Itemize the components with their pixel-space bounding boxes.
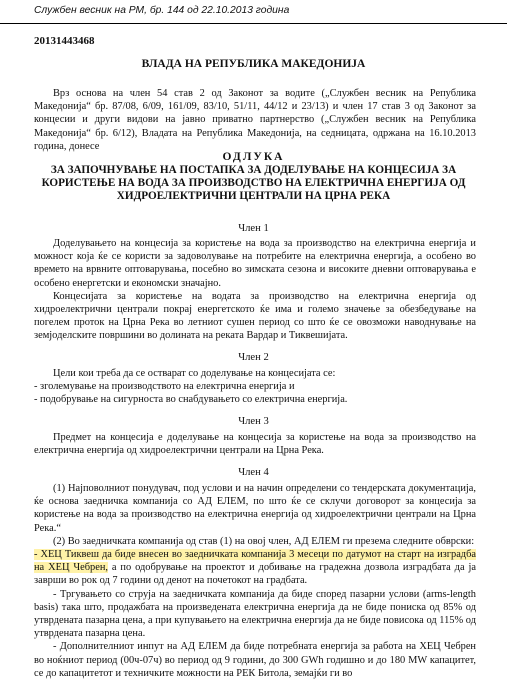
article-2-item-2: - подобрување на сигурноста во снабдувањето со електрична енергија. [34, 394, 348, 406]
article-4-body [34, 482, 476, 680]
article-2-heading: Член 2 [238, 352, 269, 363]
article-3-body [34, 431, 476, 457]
article-4-bullet-3: - Дополнителниот инпут на АД ЕЛЕМ да биде потребната енергија за работа на ХЕЦ Чебрен во ноќниот период (00ч-07ч) во период од 9 години, до 300 GWh годишно и до 180 MW капацитет, се до капацитетот и техничките можности на РЕК Битола, земајќи ги во [34, 641, 476, 679]
preamble-text: Врз основа на член 54 став 2 од Законот за водите („Службен весник на Република Македонија“ бр. 87/08, 6/09, 161/09, 83/10, 51/11, 44/12 и 23/13) и член 17 став 3 од Законот за концесии и други видови на јавно приватно партнерство („Службен весник на Република Македонија“ бр. 6/12), Владата на Република Македонија, на седницата, одржана на 16.10.2013 година, донесе [34, 88, 476, 152]
article-1-paragraph-1: Доделувањето на концесија за користење на вода за производство на електрична енергија и можност која ќе се користи за задоволување на потребите на електрична енергија, а особено во времето на врвните оптоварувања, посебно во зимската сезона и високите дневни оптоварувања е особено енергетски и економски значајно. [34, 238, 476, 289]
government-title: ВЛАДА НА РЕПУБЛИКА МАКЕДОНИЈА [141, 58, 366, 70]
article-4-bullet-2: - Тргувањето со струја на заедничката компанија да биде според пазарни услови (arms-length basis) така што, продажбата на произведената електрична енергија да не биде пониска од 85% од утврдената пазарна цена, а при купувањето на електрична енергија да не биде повисока од 115% од утврдената пазарна цена. [34, 588, 476, 640]
article-4-paragraph-2: (2) Во заедничката компанија од став (1) на овој член, АД ЕЛЕМ ги презема следните обврски: [53, 535, 475, 547]
preamble [34, 87, 476, 153]
article-4-bullet-1 [34, 548, 476, 588]
article-2-intro: Цели кои треба да се остварат со доделување на концесијата се: [53, 368, 336, 379]
gazette-header: Службен весник на РМ, бр. 144 од 22.10.2013 година [0, 0, 507, 24]
article-1-body [34, 237, 476, 343]
article-3-paragraph-1: Предмет на концесија е доделување на концесија за користење на вода за производство на електрична енергија од хидроелектрични централи на Црна Река. [34, 432, 476, 457]
article-4-bullet-1-rest: а по одобрување на проектот и добивање на градежна дозвола изградбата да ја заврши во рок од 7 години од денот на почетокот на градбата. [34, 562, 476, 587]
decision-label: ОДЛУКА [222, 151, 285, 163]
article-3-heading: Член 3 [238, 416, 269, 427]
article-1-paragraph-2: Концесијата за користење на водата за производство на електрична енергија од хидроелектрични централи покрај енергетското ќе има и големо значење за обезбедување на погелем проток на Црна Река во летниот сушен период со што ќе се овозможи наводнување на земјоделските површини во долината на реката Вардар и Тиквешијата. [34, 290, 476, 342]
document-number: 20131443468 [34, 35, 95, 47]
article-2-item-1: - зголемување на производството на електрична енергија и [34, 381, 295, 393]
article-4-heading: Член 4 [238, 467, 269, 478]
highlighted-text: - ХЕЦ Тиквеш да биде внесен во заедничката компанија 3 месеци по датумот на старт на изградба на ХЕЦ Чебрен, [34, 549, 476, 574]
article-2-body [34, 367, 476, 407]
article-1-heading: Член 1 [238, 223, 269, 234]
article-4-paragraph-1: (1) Најповолниот понудувач, под услови и на начин определени со тендерската документација, ќе основа заедничка компанија со АД ЕЛЕМ, по што ќе се склучи договорот за концесија за користење на вода за производство на електрична енергија од хидроелектрични централи на Црна Река.“ [34, 483, 476, 534]
decision-title: ЗА ЗАПОЧНУВАЊЕ НА ПОСТАПКА ЗА ДОДЕЛУВАЊЕ НА КОНЦЕСИЈА ЗА КОРИСТЕЊЕ НА ВОДА ЗА ПРОИЗВОДСТВО НА ЕЛЕКТРИЧНА ЕНЕРГИЈА ОД ХИДРОЕЛЕКТРИЧНИ ЦЕНТРАЛИ НА ЦРНА РЕКА [41, 164, 466, 202]
